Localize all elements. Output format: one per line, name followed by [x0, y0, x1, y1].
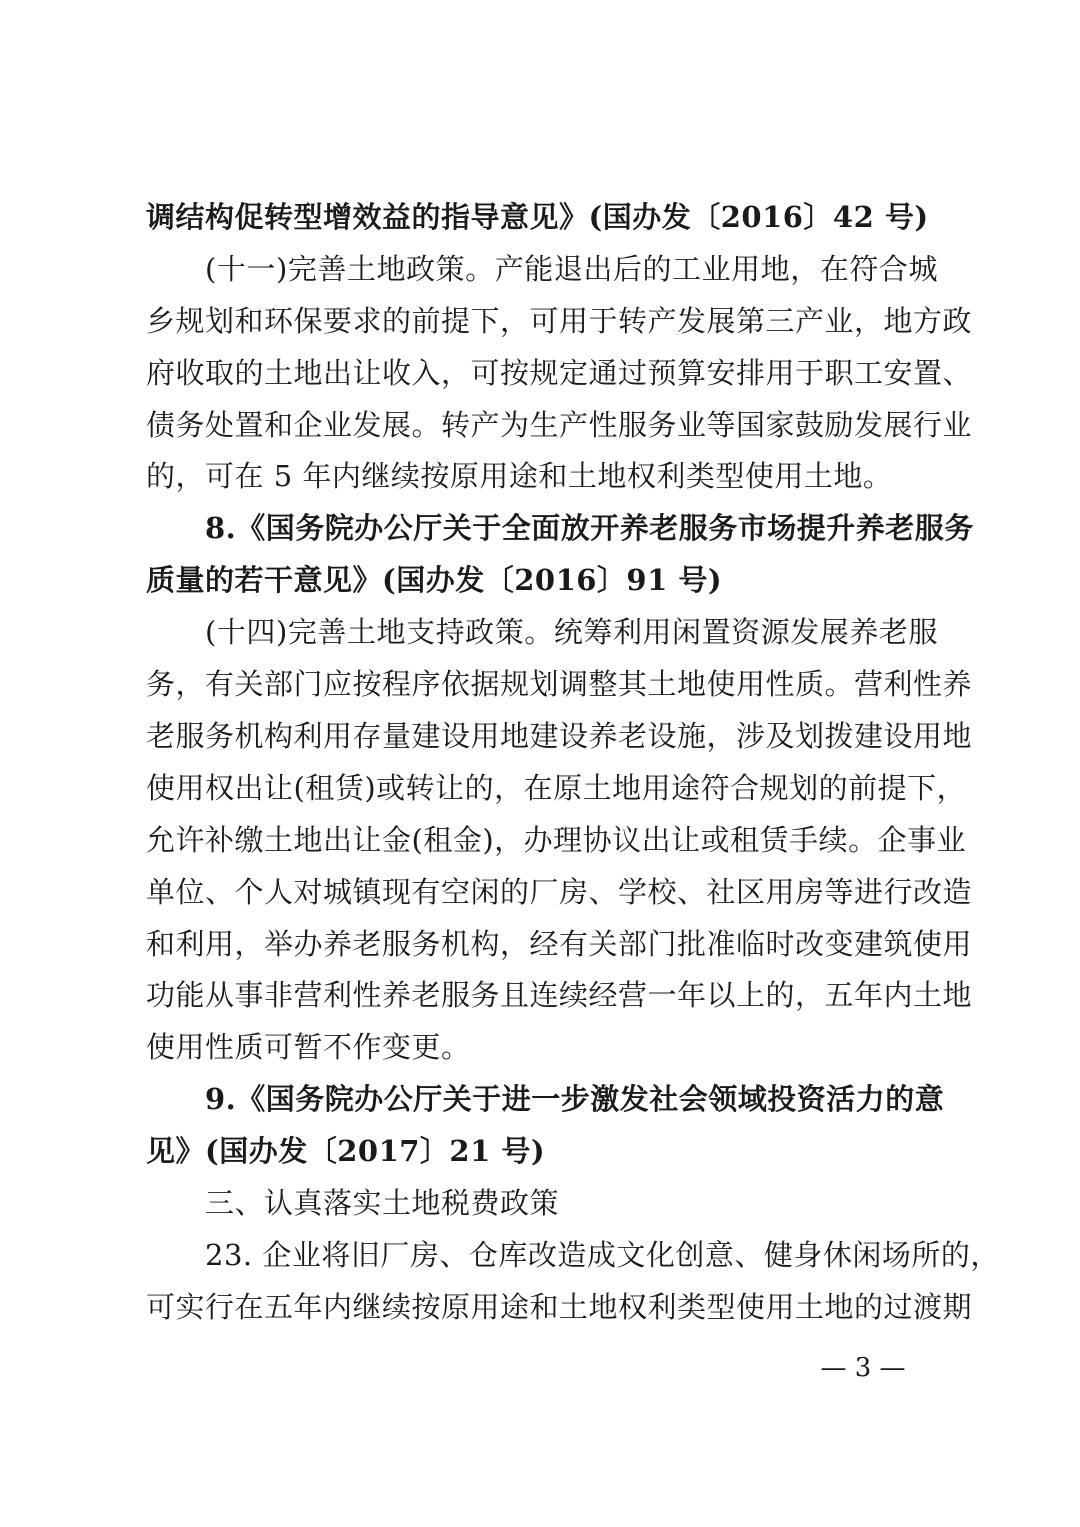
paragraph-11-line-5: 的，可在 5 年内继续按原用途和土地权利类型使用土地。: [146, 459, 893, 493]
section-3-title: 三、认真落实土地税费政策: [205, 1186, 560, 1220]
paragraph-14-line-8: 功能从事非营利性养老服务且连续经营一年以上的，五年内土地: [146, 978, 973, 1012]
paragraph-14-line-6: 单位、个人对城镇现有空闲的厂房、学校、社区用房等进行改造: [146, 875, 973, 909]
paragraph-14-line-4: 使用权出让(租赁)或转让的，在原土地用途符合规划的前提下，: [146, 771, 967, 805]
paragraph-14-line-9: 使用性质可暂不作变更。: [146, 1030, 471, 1064]
heading-9-line-2: 见》(国办发〔2017〕21 号): [146, 1134, 546, 1168]
paragraph-14-line-5: 允许补缴土地出让金(租金)，办理协议出让或租赁手续。企事业: [146, 823, 967, 857]
heading-9-line-1: 9.《国务院办公厅关于进一步激发社会领域投资活力的意: [205, 1082, 945, 1116]
heading-8-line-2: 质量的若干意见》(国办发〔2016〕91 号): [146, 563, 723, 597]
heading-7-continued: 调结构促转型增效益的指导意见》(国办发〔2016〕42 号): [146, 200, 929, 234]
paragraph-14-line-1: (十四)完善土地支持政策。统筹利用闲置资源发展养老服: [205, 615, 938, 649]
paragraph-11-line-2: 乡规划和环保要求的前提下，可用于转产发展第三产业，地方政: [146, 304, 973, 338]
item-23-line-2: 可实行在五年内继续按原用途和土地权利类型使用土地的过渡期: [146, 1290, 973, 1324]
page-number: — 3 —: [820, 1353, 906, 1383]
item-23-line-1: 23. 企业将旧厂房、仓库改造成文化创意、健身休闲场所的，: [205, 1238, 1000, 1272]
paragraph-14-line-7: 和利用，举办养老服务机构，经有关部门批准临时改变建筑使用: [146, 927, 973, 961]
paragraph-11-line-4: 债务处置和企业发展。转产为生产性服务业等国家鼓励发展行业: [146, 408, 973, 442]
heading-8-line-1: 8.《国务院办公厅关于全面放开养老服务市场提升养老服务: [205, 511, 974, 545]
paragraph-14-line-2: 务，有关部门应按程序依据规划调整其土地使用性质。营利性养: [146, 667, 973, 701]
paragraph-11-line-3: 府收取的土地出让收入，可按规定通过预算安排用于职工安置、: [146, 356, 973, 390]
paragraph-14-line-3: 老服务机构利用存量建设用地建设养老设施，涉及划拨建设用地: [146, 719, 973, 753]
paragraph-11-line-1: (十一)完善土地政策。产能退出后的工业用地，在符合城: [205, 252, 938, 286]
